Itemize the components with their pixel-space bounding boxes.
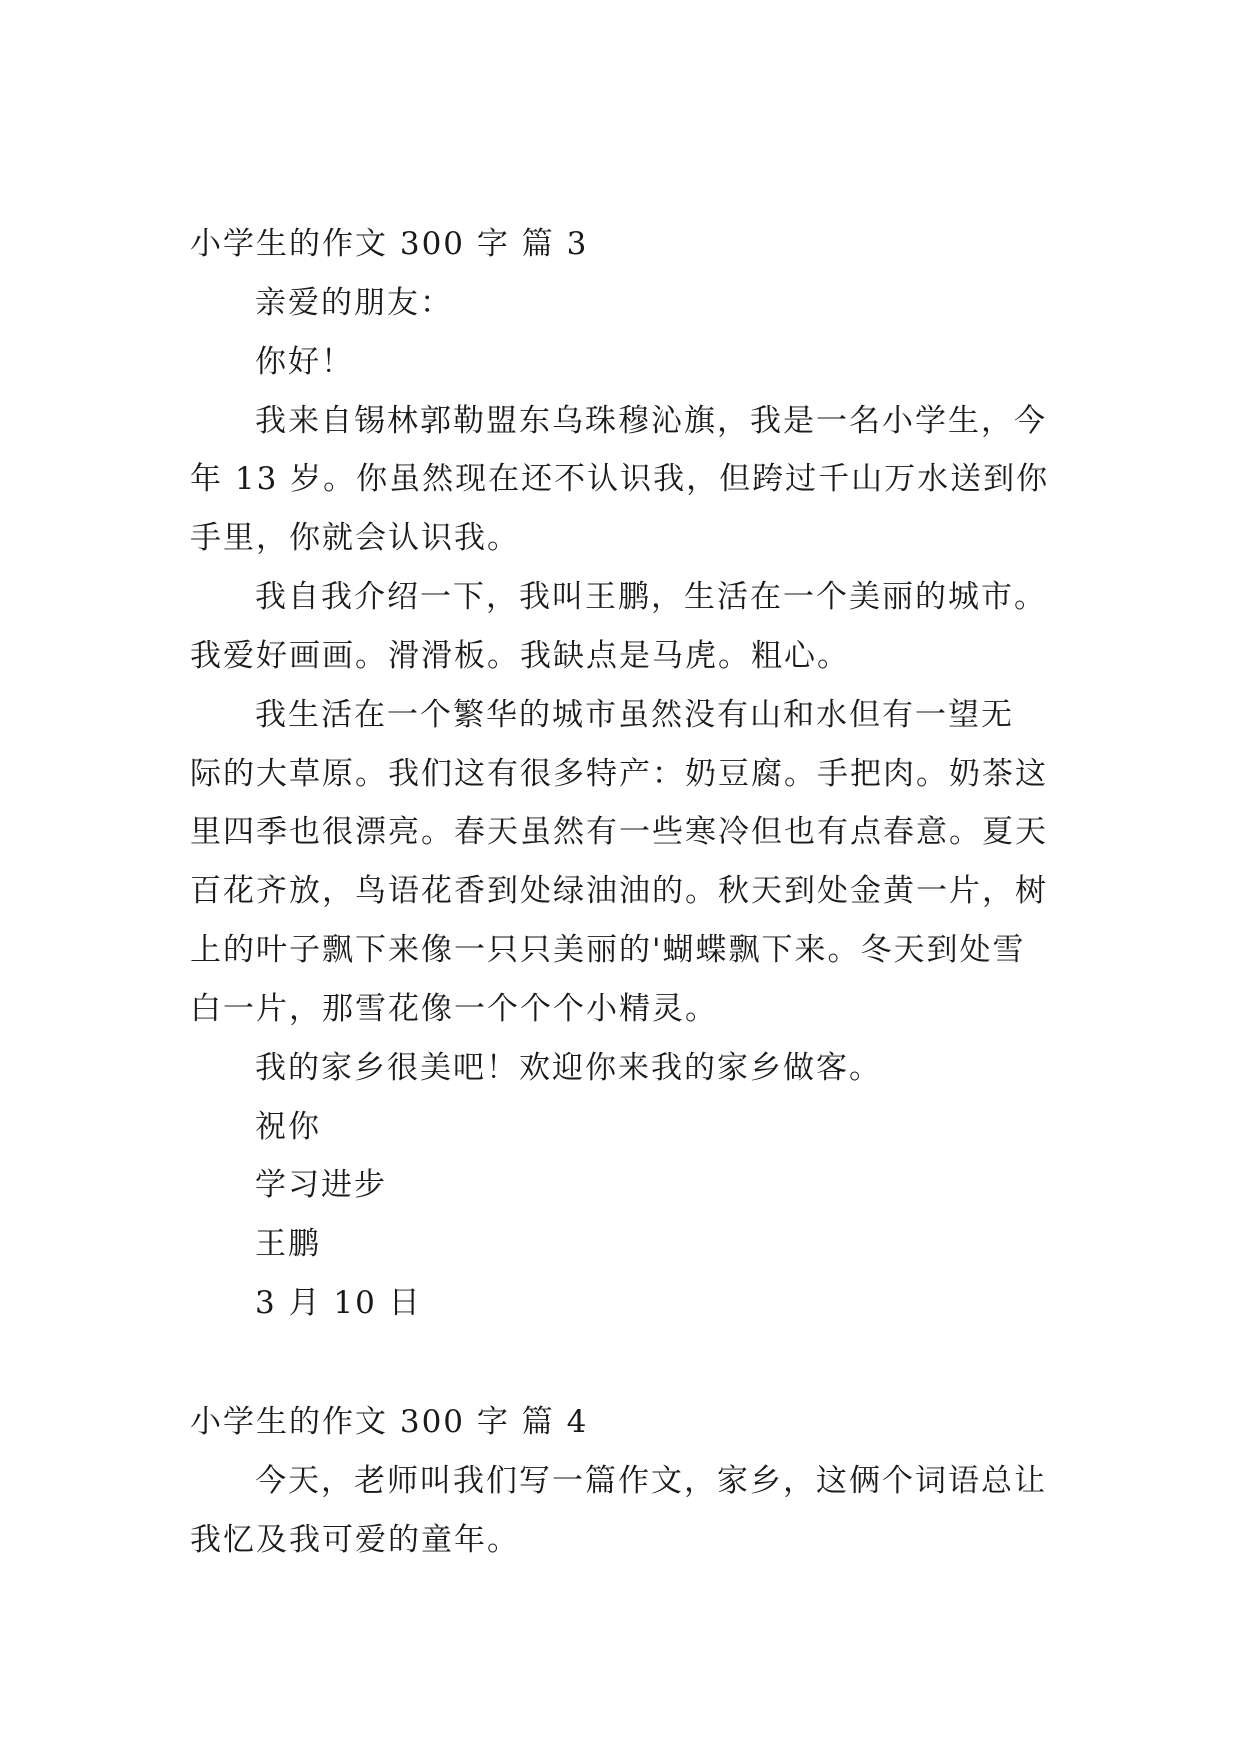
- letter-date: 3 月 10 日: [255, 1285, 422, 1321]
- paragraph-line: 手里，你就会认识我。: [190, 520, 520, 556]
- paragraph-line: 白一片，那雪花像一个个个小精灵。: [190, 991, 718, 1027]
- paragraph-line: 上的叶子飘下来像一只只美丽的'蝴蝶飘下来。冬天到处雪: [190, 932, 1026, 968]
- letter-closing-wish: 学习进步: [255, 1167, 387, 1203]
- paragraph-line: 我爱好画画。滑滑板。我缺点是马虎。粗心。: [190, 638, 850, 674]
- paragraph-line: 我自我介绍一下，我叫王鹏，生活在一个美丽的城市。: [255, 579, 1047, 615]
- paragraph-line: 我生活在一个繁华的城市虽然没有山和水但有一望无: [255, 697, 1014, 733]
- paragraph-line: 我的家乡很美吧！欢迎你来我的家乡做客。: [255, 1050, 882, 1086]
- paragraph-line: 年 13 岁。你虽然现在还不认识我，但跨过千山万水送到你: [190, 461, 1050, 497]
- paragraph-line: 今天，老师叫我们写一篇作文，家乡，这俩个词语总让: [255, 1463, 1047, 1499]
- section-4-heading: 小学生的作文 300 字 篇 4: [190, 1404, 589, 1440]
- paragraph-line: 际的大草原。我们这有很多特产：奶豆腐。手把肉。奶茶这: [190, 756, 1048, 792]
- section-3-heading: 小学生的作文 300 字 篇 3: [190, 226, 589, 262]
- letter-signature: 王鹏: [255, 1226, 321, 1262]
- letter-greeting: 你好！: [255, 344, 354, 380]
- paragraph-line: 里四季也很漂亮。春天虽然有一些寒冷但也有点春意。夏天: [190, 814, 1048, 850]
- paragraph-line: 我来自锡林郭勒盟东乌珠穆沁旗，我是一名小学生，今: [255, 403, 1047, 439]
- letter-salutation: 亲爱的朋友：: [255, 285, 453, 321]
- letter-closing: 祝你: [255, 1109, 321, 1145]
- paragraph-line: 我忆及我可爱的童年。: [190, 1522, 520, 1558]
- paragraph-line: 百花齐放，鸟语花香到处绿油油的。秋天到处金黄一片，树: [190, 873, 1048, 909]
